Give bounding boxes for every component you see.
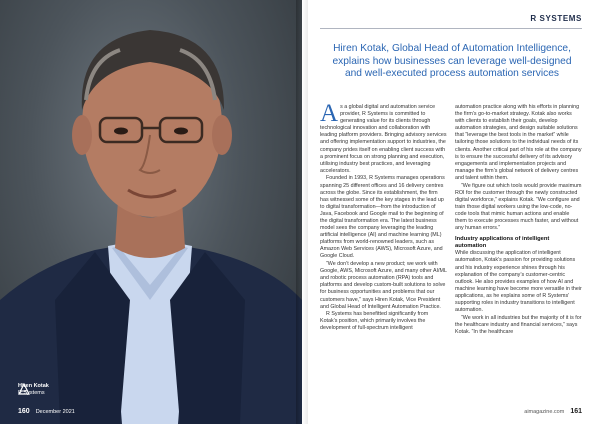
- photo-caption: [18, 383, 49, 397]
- caption-name: Hiren Kotak: [18, 383, 49, 389]
- standfirst-text: , Global Head of Automation Intelligence, explains how businesses can leverage well-designed and well-executed process automation services: [332, 43, 572, 80]
- page-gutter: [296, 0, 308, 424]
- left-folio: [18, 408, 75, 415]
- issue-date: December 2021: [35, 409, 75, 415]
- paragraph: “We work in all industries but the majority of it is for the healthcare industry and financial services,” says Kotak. “In the healthcare: [455, 314, 582, 335]
- left-page-number: 160: [18, 408, 30, 415]
- paragraph: “We don’t develop a new product; we work with Google, AWS, Microsoft Azure, and many other AI/ML and robotic process automation (RPA) tools and platforms and develop custom-built solutions to solve for business opportunities and problems that our customers have,” says Hiren Kotak, Vice President and Global Head of Intelligent Automation Practice.: [320, 261, 447, 310]
- article-column-left: [320, 100, 447, 333]
- subheading: Industry applications of intelligent automation: [455, 236, 550, 250]
- paragraph: As a global digital and automation service provider, R Systems is committed to generating value for its clients through technological innovation and collaboration with leading platform providers. Bringing advisory services and offering implementation support to industries, the company prides itself on enabling client success with a prominent focus on strong planning and execution, utilising industry best practices, and leveraging accelerators.: [320, 100, 447, 174]
- paragraph: Founded in 1993, R Systems manages operations spanning 25 different offices and 16 delivery centres across the globe. Since its establishment, the firm has witnessed some of the key stages in the lead up to digital transformation—from the introduction of Java, Facebook and Google mail to the beginning of the digital transformation era. The latest business model sees the company leveraging the leading artificial intelligence (AI) and machine learning (ML) platforms from world-renowned leaders, such as Amazon Web Services (AWS), Microsoft Azure, and Google Cloud.: [320, 175, 445, 260]
- article-page: [302, 0, 600, 424]
- paragraph: R Systems has benefitted significantly from Kotak’s position, which primarily involves the development of full-spectrum intelligent: [320, 311, 429, 332]
- standfirst-name: Hiren Kotak: [333, 43, 387, 54]
- drop-cap: A: [320, 100, 339, 127]
- article-column-right: [455, 104, 582, 337]
- paragraph: While discussing the application of intelligent automation, Kotak’s passion for providing solutions and his industry experience shines through his explanation of the company’s customer-centric outlook. He also provides examples of how AI and machine learning have become more versatile in their applications, as he explains some of R Systems’ supporting roles in industry transitions to intelligent automation.: [455, 250, 582, 314]
- magazine-logo-icon: [18, 383, 30, 395]
- caption-company: R Systems: [18, 390, 45, 396]
- section-tag: R SYSTEMS: [530, 14, 582, 23]
- paragraph: “We figure out which tools would provide maximum ROI for the customer through the newly constructed digital workforce,” explains Kotak. “We configure and train those digital workers using the low-code, no-code tools that mimic human actions and enable them to execute processes much faster, and without any human errors.”: [455, 182, 582, 232]
- right-page-number: 161: [570, 408, 582, 415]
- site-url: aimagazine.com: [524, 409, 565, 415]
- header-rule: [320, 28, 582, 29]
- right-folio: [524, 408, 582, 415]
- paragraph: automation practice along with his efforts in planning the firm’s go-to-market strategy. Kotak also works with clients to establish their goals, develop automation strategies, and design suitable solutions that “leverage the best tools in the market” while tailoring those solutions to the individual needs of its clients. Another critical part of his role at the company is to ensure the successful delivery of its advisory engagements and implementation projects and manage the firm’s global network of delivery centres and talent within them.: [455, 104, 582, 181]
- standfirst: [332, 43, 572, 81]
